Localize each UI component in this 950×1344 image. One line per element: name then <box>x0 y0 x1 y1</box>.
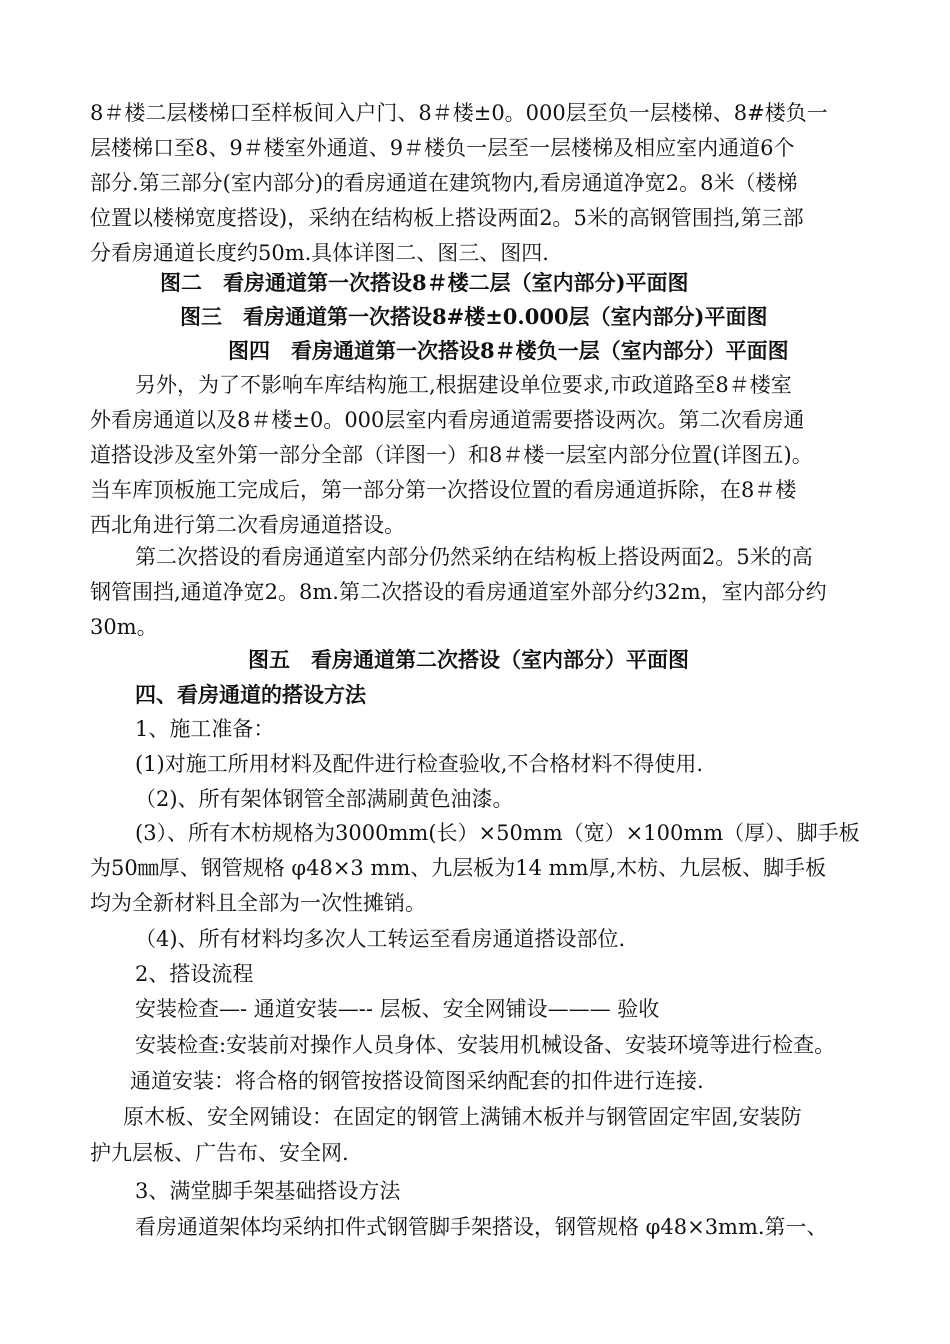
prep-item-4: （4)、所有材料均多次人工转运至看房通道搭设部位. <box>135 927 626 951</box>
paragraph-2-line: 外看房通道以及8＃楼±0。000层室内看房通道需要搭设两次。第二次看房通 <box>90 408 805 432</box>
paragraph-1-line: 层楼梯口至8、9＃楼室外通道、9＃楼负一层至一层楼梯及相应室内通道6个 <box>90 136 795 160</box>
paragraph-3-line: 钢管围挡,通道净宽2。8m.第二次搭设的看房通道室外部分约32m，室内部分约 <box>90 580 827 604</box>
paragraph-1-line: 分看房通道长度约50m.具体详图二、图三、图四. <box>90 241 549 265</box>
item-1-title: 1、施工准备： <box>135 717 275 741</box>
prep-item-1: (1)对施工所用材料及配件进行检查验收,不合格材料不得使用. <box>135 752 704 776</box>
item-3-title: 3、满堂脚手架基础搭设方法 <box>135 1179 401 1203</box>
figure-5-caption: 图五 看房通道第二次搭设（室内部分）平面图 <box>248 647 689 672</box>
board-net-line: 护九层板、广告布、安全网. <box>90 1141 349 1165</box>
paragraph-1-line: 部分.第三部分(室内部分)的看房通道在建筑物内,看房通道净宽2。8米（楼梯 <box>90 171 798 195</box>
flow-line: 安装检查—- 通道安装—-- 层板、安全网铺设——— 验收 <box>135 997 660 1021</box>
prep-item-3-line: (3）、所有木枋规格为3000mm(长）×50mm（宽）×100mm（厚）、脚手板 <box>135 821 860 845</box>
item-2-title: 2、搭设流程 <box>135 962 254 986</box>
paragraph-1-line: 位置以楼梯宽度搭设)，采纳在结构板上搭设两面2。5米的高钢管围挡,第三部 <box>90 206 804 230</box>
paragraph-2-line: 当车库顶板施工完成后，第一部分第一次搭设位置的看房通道拆除，在8＃楼 <box>90 478 797 502</box>
scaffold-text-line: 看房通道架体均采纳扣件式钢管脚手架搭设，钢管规格 φ48×3mm.第一、 <box>135 1215 828 1239</box>
section-heading: 四、看房通道的搭设方法 <box>135 682 366 707</box>
figure-2-caption: 图二 看房通道第一次搭设8＃楼二层（室内部分)平面图 <box>160 270 689 295</box>
paragraph-2-line: 另外，为了不影响车库结构施工,根据建设单位要求,市政道路至8＃楼室 <box>135 373 792 397</box>
install-check-line: 安装检查:安装前对操作人员身体、安装用机械设备、安装环境等进行检查。 <box>135 1033 836 1057</box>
figure-3-caption: 图三 看房通道第一次搭设8#楼±0.000层（室内部分)平面图 <box>180 304 768 329</box>
board-net-line: 原木板、安全网铺设：在固定的钢管上满铺木板并与钢管固定牢固,安装防 <box>123 1105 802 1129</box>
prep-item-2: （2)、所有架体钢管全部满刷黄色油漆。 <box>135 787 514 811</box>
prep-item-3-line: 均为全新材料且全部为一次性摊销。 <box>90 891 426 915</box>
prep-item-3-line: 为50㎜厚、钢管规格 φ48×3 mm、九层板为14 mm厚,木枋、九层板、脚手板 <box>90 856 827 880</box>
paragraph-2-line: 西北角进行第二次看房通道搭设。 <box>90 513 405 537</box>
channel-install-line: 通道安装：将合格的钢管按搭设简图采纳配套的扣件进行连接. <box>130 1069 704 1093</box>
paragraph-3-line: 30m。 <box>90 615 158 639</box>
paragraph-1-line: 8＃楼二层楼梯口至样板间入户门、8＃楼±0。000层至负一层楼梯、8#楼负一 <box>90 101 828 125</box>
paragraph-2-line: 道搭设涉及室外第一部分全部（详图一）和8＃楼一层室内部分位置(详图五)。 <box>90 443 813 467</box>
paragraph-3-line: 第二次搭设的看房通道室内部分仍然采纳在结构板上搭设两面2。5米的高 <box>135 545 813 569</box>
figure-4-caption: 图四 看房通道第一次搭设8＃楼负一层（室内部分）平面图 <box>228 338 789 363</box>
